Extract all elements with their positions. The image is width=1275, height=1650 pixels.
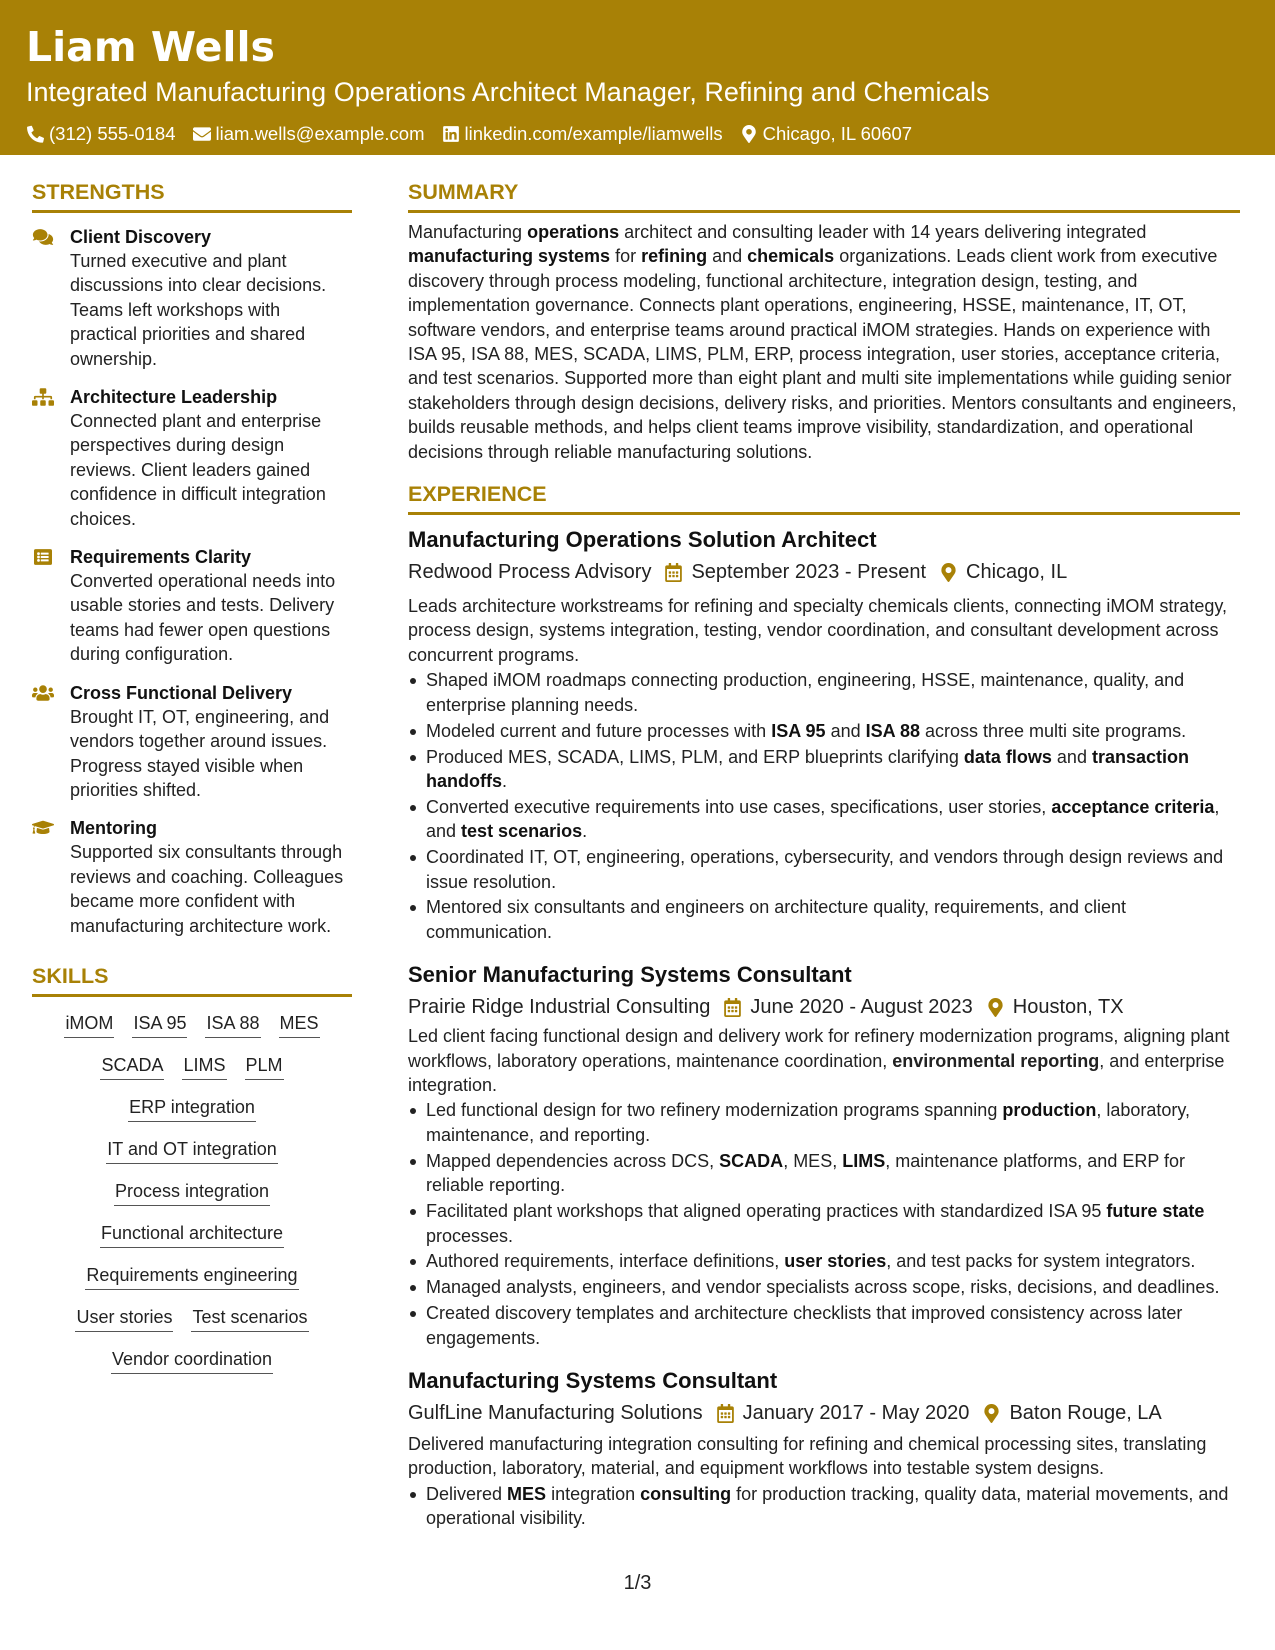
job-description: Led client facing functional design and delivery work for refinery modernization programs, aligning plant workflows, laboratory operations, maintenance coordination, environmental reporting, and enterprise integration. — [408, 1026, 1230, 1096]
list-alt-icon — [32, 548, 54, 566]
job-dates: September 2023 - Present — [691, 561, 927, 584]
location-text: Chicago, IL 60607 — [762, 123, 913, 144]
contact-location — [740, 122, 912, 146]
bold-text: future state — [1106, 1201, 1205, 1222]
contact-email[interactable] — [193, 122, 425, 146]
bold-text: chemicals — [747, 246, 835, 267]
job-meta — [408, 557, 1240, 587]
job-dates: June 2020 - August 2023 — [750, 996, 973, 1019]
company-name: Redwood Process Advisory — [408, 561, 652, 584]
envelope-icon — [193, 125, 211, 143]
summary-text: Manufacturing operations architect and consulting leader with 14 years delivering integrated manufacturing systems for refining and chemicals organizations. Leads client work from executive discovery through process modeling, functional architecture, integration design, testing, and implementation governance. Connects plant operations, engineering, HSSE, maintenance, IT, OT, software vendors, and enterprise teams around practical iMOM strategies. Hands on experience with ISA 95, ISA 88, MES, SCADA, LIMS, PLM, ERP, process integration, user stories, acceptance criteria, and test scenarios. Supported more than eight plant and multi site implementations while guiding senior stakeholders through design decisions, delivery risks, and priorities. Mentors consultants and engineers, builds reusable methods, and helps client teams improve visibility, standardization, and operational decisions through reliable manufacturing solutions. — [408, 222, 1237, 462]
strength-description: Brought IT, OT, engineering, and vendors together around issues. Progress stayed visible when priorities shifted. — [70, 706, 330, 800]
job-bullet: Modeled current and future processes with ISA 95 and ISA 88 across three multi site programs. — [408, 719, 1240, 743]
skills-list — [32, 1011, 352, 1389]
job-location: Houston, TX — [1012, 996, 1124, 1019]
skill-tag: ERP integration — [128, 1095, 256, 1122]
job-meta — [408, 992, 1240, 1022]
strength-title: Architecture Leadership — [70, 387, 278, 408]
skill-row — [105, 1179, 279, 1206]
contact-bar — [26, 122, 1249, 146]
bold-text: ISA 88 — [865, 720, 920, 741]
bold-text: ISA 95 — [771, 720, 826, 741]
comments-icon — [32, 228, 54, 246]
strength-item — [32, 225, 352, 371]
strength-description: Converted operational needs into usable stories and tests. Delivery teams had fewer open questions during configuration. — [70, 571, 336, 665]
job-bullets — [408, 1098, 1240, 1350]
job-dates: January 2017 - May 2020 — [742, 1402, 970, 1425]
strength-description: Connected plant and enterprise perspectives during design reviews. Client leaders gained confidence in difficult integration choices. — [70, 411, 326, 529]
skill-tag: SCADA — [100, 1053, 164, 1080]
map-marker-icon — [986, 998, 1005, 1017]
skill-row — [66, 1305, 317, 1332]
bold-text: operations — [527, 222, 620, 242]
bold-text: user stories — [784, 1251, 887, 1272]
job-bullet: Authored requirements, interface definitions, user stories, and test packs for system integrators. — [408, 1249, 1240, 1273]
skill-row — [91, 1221, 293, 1248]
skill-row — [102, 1347, 282, 1374]
skill-row — [97, 1137, 286, 1164]
phone-text: (312) 555-0184 — [49, 123, 176, 144]
skill-tag: iMOM — [64, 1011, 114, 1038]
job-bullet: Managed analysts, engineers, and vendor specialists across scope, risks, decisions, and deadlines. — [408, 1275, 1240, 1299]
bold-text: SCADA — [719, 1150, 784, 1171]
bold-text: transaction handoffs — [426, 746, 1189, 791]
strength-title: Requirements Clarity — [70, 547, 252, 568]
left-column — [32, 178, 352, 1389]
job-description: Delivered manufacturing integration consulting for refining and chemical processing sites, translating production, laboratory, material, and equipment workflows into testable system designs. — [408, 1434, 1207, 1479]
bold-text: refining — [641, 246, 708, 267]
job-bullet: Converted executive requirements into use cases, specifications, user stories, acceptance criteria, and test scenarios. — [408, 795, 1240, 844]
skill-tag: Process integration — [114, 1179, 270, 1206]
skill-tag: LIMS — [182, 1053, 226, 1080]
strength-description: Turned executive and plant discussions into clear decisions. Teams left workshops with practical priorities and shared ownership. — [70, 251, 327, 369]
strength-description: Supported six consultants through reviews and coaching. Colleagues became more confident with manufacturing architecture work. — [70, 842, 344, 936]
graduation-cap-icon — [32, 819, 54, 837]
calendar-icon — [716, 1404, 735, 1423]
skill-tag: Vendor coordination — [111, 1347, 273, 1374]
bold-text: data flows — [963, 746, 1052, 767]
strengths-list — [32, 225, 352, 938]
job-description: Leads architecture workstreams for refining and specialty chemicals clients, connecting iMOM strategy, process design, systems integration, testing, vendor coordination, and consultant development across concurrent programs. — [408, 596, 1228, 665]
linkedin-icon — [442, 125, 460, 143]
job-bullets — [408, 668, 1240, 944]
page-number: 1/3 — [623, 1572, 652, 1594]
company-name: Prairie Ridge Industrial Consulting — [408, 996, 711, 1019]
job-location: Chicago, IL — [966, 561, 1068, 584]
bold-text: production — [1002, 1100, 1097, 1121]
resume-header — [0, 0, 1275, 155]
job-bullet: Created discovery templates and architecture checklists that improved consistency across later engagements. — [408, 1301, 1240, 1350]
skill-tag: IT and OT integration — [106, 1137, 277, 1164]
skill-tag: Functional architecture — [100, 1221, 284, 1248]
job-meta — [408, 1398, 1240, 1428]
job-bullet: Delivered MES integration consulting for production tracking, quality data, material movements, and operational visibility. — [408, 1482, 1240, 1531]
phone-icon — [26, 125, 44, 143]
contact-phone[interactable] — [26, 122, 176, 146]
job-bullet: Produced MES, SCADA, LIMS, PLM, and ERP blueprints clarifying data flows and transaction handoffs. — [408, 745, 1240, 794]
job-title: Manufacturing Systems Consultant — [408, 1368, 778, 1394]
job-location: Baton Rouge, LA — [1009, 1402, 1162, 1425]
skill-tag: MES — [279, 1011, 320, 1038]
skill-tag: ISA 88 — [205, 1011, 260, 1038]
strength-item — [32, 545, 352, 667]
experience-list — [408, 525, 1240, 1531]
bold-text: acceptance criteria — [1051, 796, 1215, 817]
skill-row — [119, 1095, 265, 1122]
map-marker-icon — [982, 1404, 1001, 1423]
skill-tag: Test scenarios — [191, 1305, 308, 1332]
strength-title: Cross Functional Delivery — [70, 682, 293, 703]
right-column — [408, 178, 1240, 1532]
job-entry — [408, 525, 1240, 944]
job-entry — [408, 960, 1240, 1350]
job-bullet: Shaped iMOM roadmaps connecting production, engineering, HSSE, maintenance, quality, and enterprise planning needs. — [408, 668, 1240, 717]
skill-row — [55, 1011, 328, 1038]
skill-tag: ISA 95 — [132, 1011, 187, 1038]
strength-item — [32, 816, 352, 938]
job-title: Manufacturing Operations Solution Architect — [408, 527, 877, 553]
linkedin-text: linkedin.com/example/liamwells — [464, 123, 723, 144]
job-bullet: Coordinated IT, OT, engineering, operations, cybersecurity, and vendors through design reviews and issue resolution. — [408, 845, 1240, 894]
job-entry — [408, 1366, 1240, 1531]
bold-text: environmental reporting — [892, 1050, 1100, 1071]
skill-tag: PLM — [245, 1053, 284, 1080]
strengths-heading: STRENGTHS — [32, 178, 352, 213]
strength-title: Client Discovery — [70, 227, 212, 247]
email-text: liam.wells@example.com — [215, 123, 425, 144]
users-icon — [32, 684, 54, 702]
strength-item — [32, 681, 352, 803]
skill-tag: User stories — [75, 1305, 173, 1332]
job-bullet: Mentored six consultants and engineers on architecture quality, requirements, and client communication. — [408, 895, 1240, 944]
job-title: Senior Manufacturing Systems Consultant — [408, 962, 852, 988]
strength-title: Mentoring — [70, 818, 157, 839]
skills-heading: SKILLS — [32, 962, 352, 997]
candidate-name: Liam Wells — [26, 23, 275, 71]
job-bullet: Facilitated plant workshops that aligned operating practices with standardized ISA 95 future state processes. — [408, 1199, 1240, 1248]
strength-item — [32, 385, 352, 531]
skill-row — [76, 1263, 307, 1290]
sitemap-icon — [32, 388, 54, 406]
map-marker-icon — [740, 125, 758, 143]
map-marker-icon — [939, 563, 958, 582]
contact-linkedin[interactable] — [442, 122, 723, 146]
skill-row — [91, 1053, 292, 1080]
bold-text: MES — [507, 1483, 547, 1504]
skill-tag: Requirements engineering — [85, 1263, 298, 1290]
bold-text: test scenarios — [461, 821, 583, 842]
job-bullets — [408, 1482, 1240, 1531]
company-name: GulfLine Manufacturing Solutions — [408, 1402, 703, 1425]
summary-heading: SUMMARY — [408, 178, 1240, 213]
job-bullet: Led functional design for two refinery modernization programs spanning production, laboratory, maintenance, and reporting. — [408, 1098, 1240, 1147]
bold-text: LIMS — [842, 1150, 886, 1171]
experience-heading: EXPERIENCE — [408, 480, 1240, 515]
calendar-icon — [723, 998, 742, 1017]
job-bullet: Mapped dependencies across DCS, SCADA, MES, LIMS, maintenance platforms, and ERP for reliable reporting. — [408, 1149, 1240, 1198]
bold-text: consulting — [640, 1483, 732, 1504]
calendar-icon — [664, 563, 683, 582]
candidate-title: Integrated Manufacturing Operations Architect Manager, Refining and Chemicals — [26, 77, 990, 107]
bold-text: manufacturing systems — [408, 246, 611, 267]
